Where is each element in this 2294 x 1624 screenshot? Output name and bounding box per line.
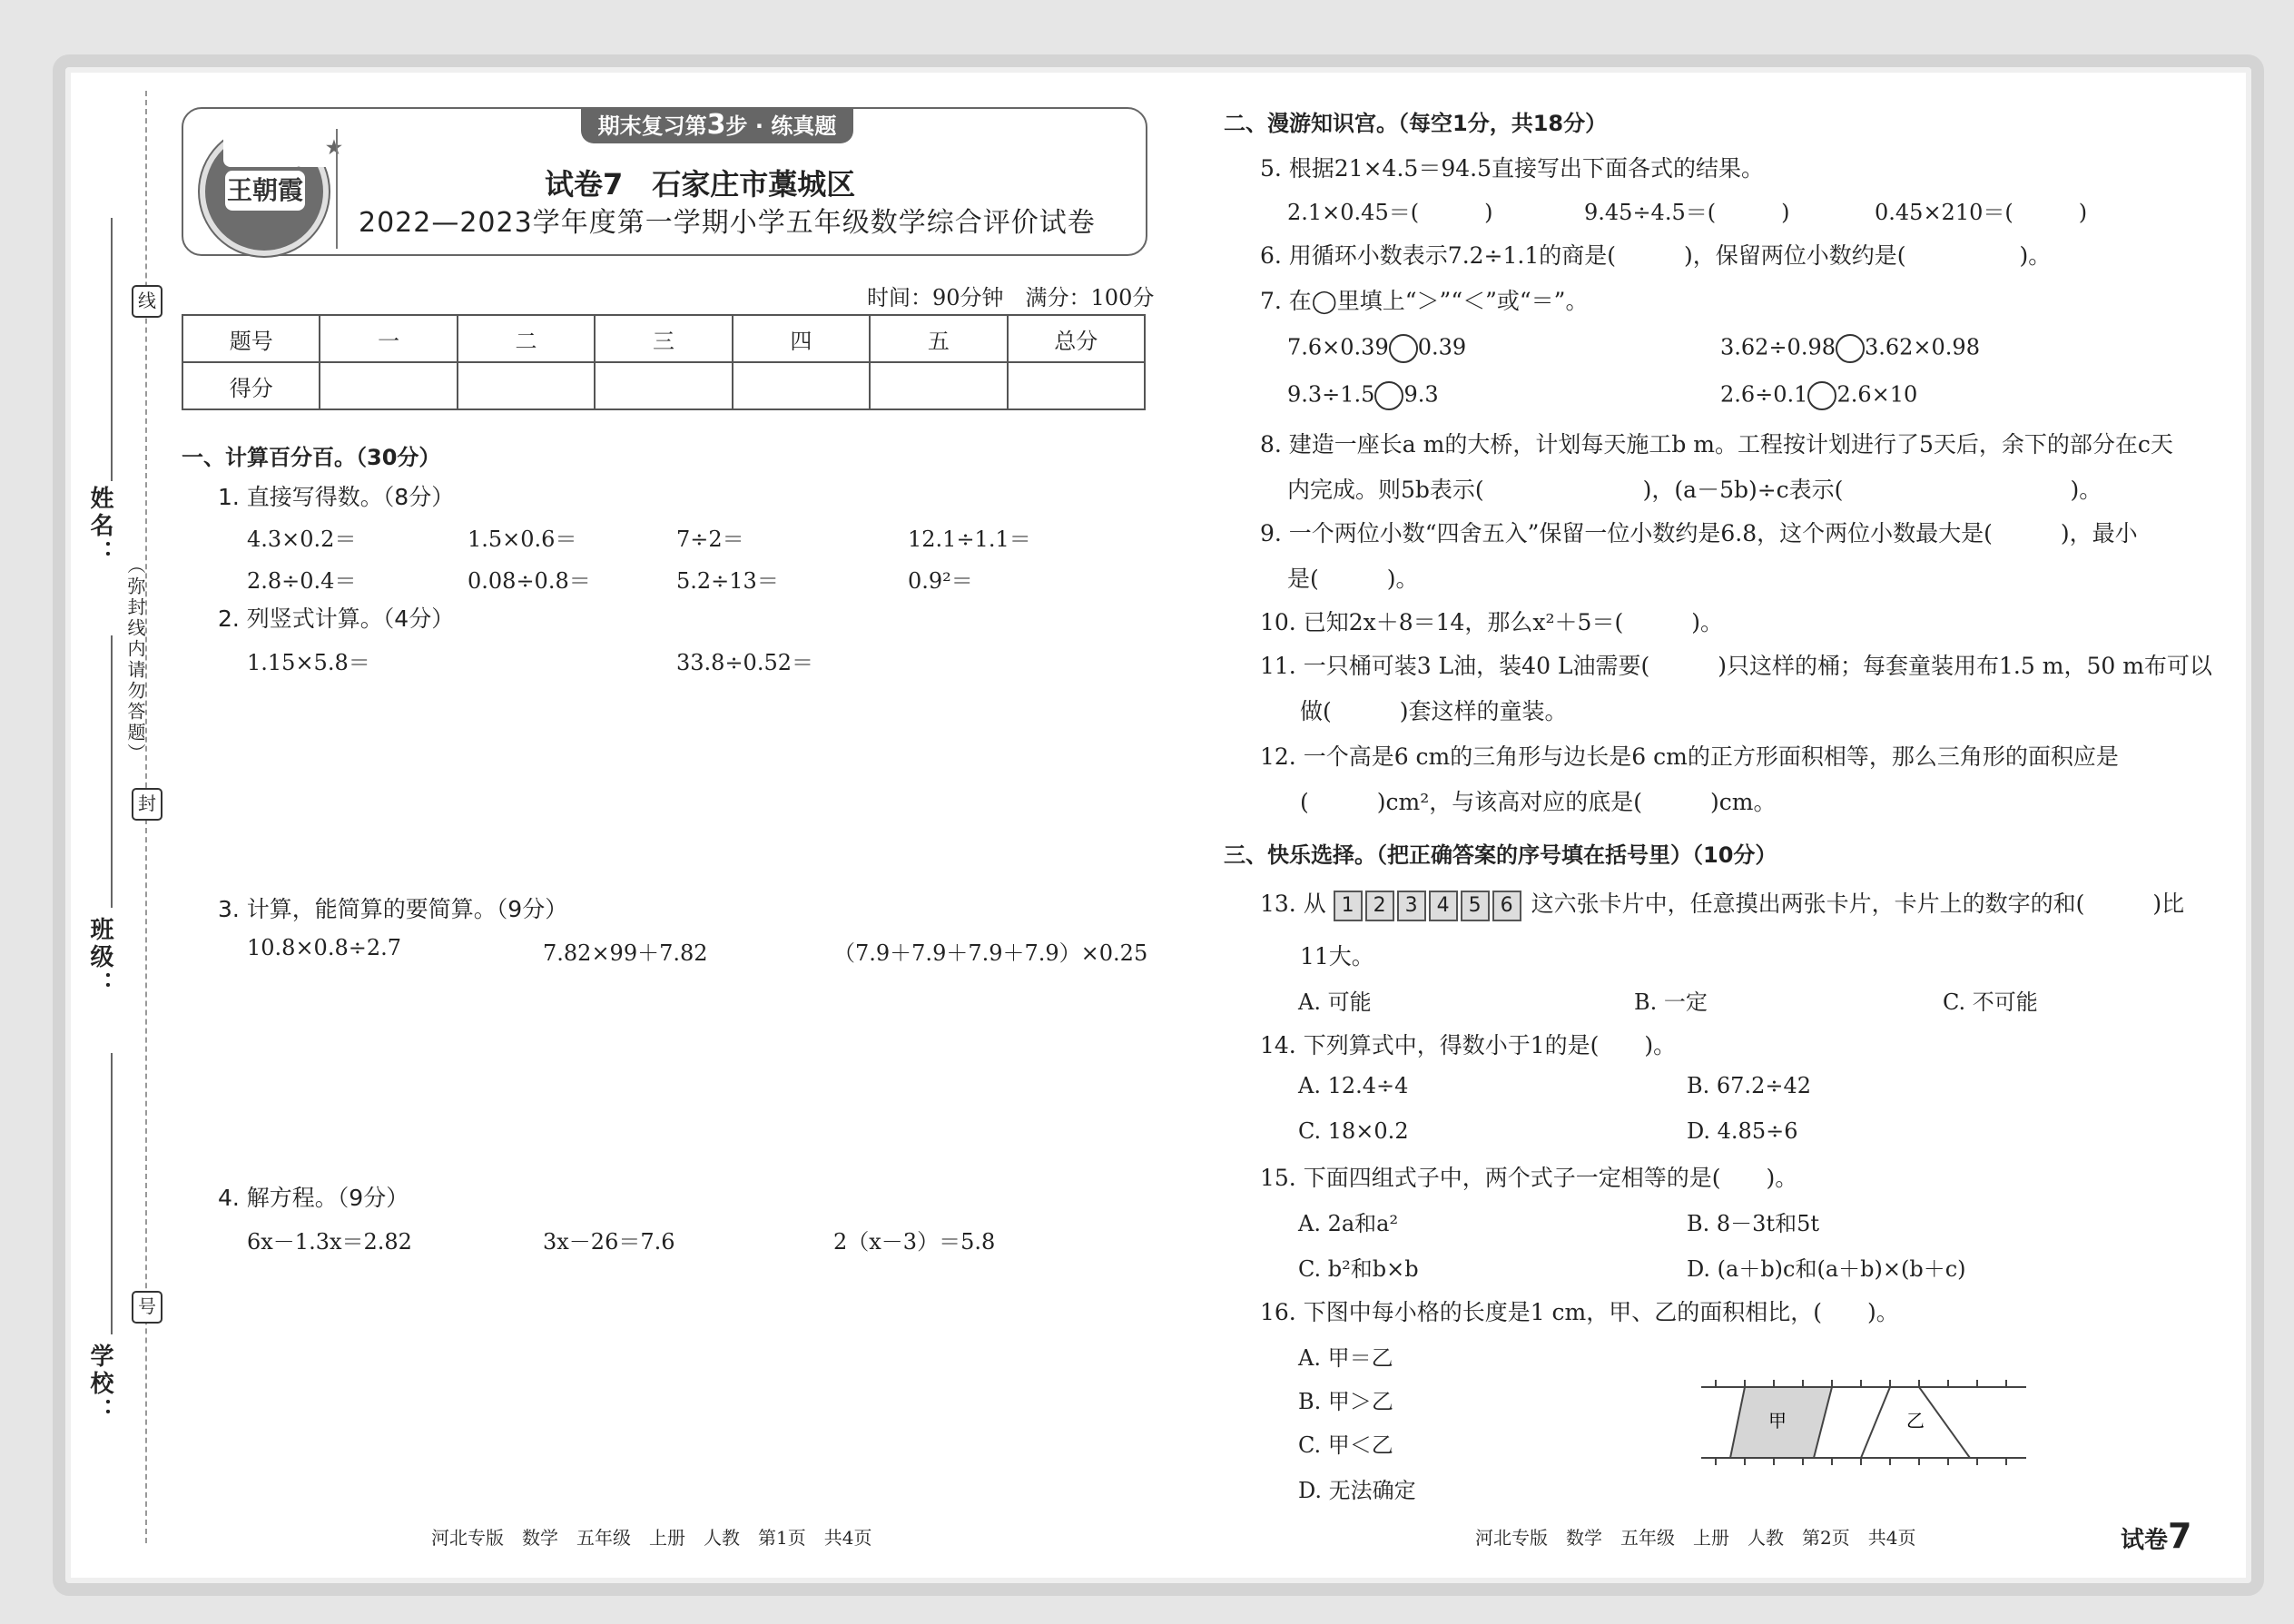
q7-compare-2: 3.62÷0.98 3.62×0.98 [1720, 334, 1980, 363]
number-card: 1 [1334, 891, 1363, 921]
header-divider [336, 129, 338, 249]
time-score-info: 时间：90分钟 满分：100分 [867, 285, 1155, 310]
q15-option[interactable]: A. 2a和a² [1298, 1211, 1399, 1236]
question-10: 10. 已知2x＋8＝14，那么x²＋5＝( )。 [1260, 609, 1723, 635]
compare-circle[interactable] [1389, 334, 1418, 363]
q7-compare-4: 2.6÷0.1 2.6×10 [1720, 381, 1917, 410]
q1-item: 0.08÷0.8＝ [468, 568, 591, 594]
question-7: 7. 在◯里填上“＞”“＜”或“＝”。 [1260, 288, 1589, 314]
q14-option[interactable]: D. 4.85÷6 [1687, 1118, 1798, 1144]
question-6: 6. 用循环小数表示7.2÷1.1的商是( )，保留两位小数约是( )。 [1260, 242, 2052, 269]
q4-item: 3x－26＝7.6 [543, 1229, 675, 1255]
q15-option[interactable]: D. (a＋b)c和(a＋b)×(b＋c) [1687, 1256, 1966, 1282]
question-9-line1: 9. 一个两位小数“四舍五入”保留一位小数约是6.8，这个两位小数最大是( )，最小 [1260, 520, 2138, 546]
q7-compare-3: 9.3÷1.5 9.3 [1287, 381, 1439, 410]
compare-circle[interactable] [1374, 381, 1403, 410]
score-input-cell[interactable] [870, 362, 1007, 409]
number-card: 2 [1365, 891, 1394, 921]
score-table-header-row [182, 315, 1145, 362]
score-cell-header: 一 [320, 315, 457, 362]
score-cell-header: 四 [733, 315, 870, 362]
q4-item: 6x－1.3x＝2.82 [247, 1229, 412, 1255]
score-input-cell[interactable] [458, 362, 595, 409]
seal-hao: 号 [132, 1291, 162, 1324]
q1-item: 4.3×0.2＝ [247, 527, 357, 552]
question-12-line2: ( )cm²，与该高对应的底是( )cm。 [1300, 789, 1777, 815]
page-frame [53, 54, 2264, 1596]
question-12-line1: 12. 一个高是6 cm的三角形与边长是6 cm的正方形面积相等，那么三角形的面积应是 [1260, 743, 2119, 770]
class-label: 班级： [86, 917, 113, 999]
score-input-cell[interactable] [320, 362, 457, 409]
q14-option[interactable]: B. 67.2÷42 [1687, 1073, 1811, 1098]
q16-option[interactable]: C. 甲＜乙 [1298, 1432, 1393, 1458]
q13-option[interactable]: A. 可能 [1298, 989, 1372, 1015]
seal-xian: 线 [132, 285, 162, 318]
area-comparison-figure [1698, 1373, 2033, 1469]
q3-item: （7.9＋7.9＋7.9＋7.9）×0.25 [833, 940, 1148, 966]
q13-option[interactable]: C. 不可能 [1943, 989, 2038, 1015]
name-label: 姓名： [86, 486, 113, 567]
question-8-line1: 8. 建造一座长a m的大桥，计划每天施工b m。工程按计划进行了5天后，余下的部分在c天 [1260, 431, 2173, 458]
section-3-heading: 三、快乐选择。（把正确答案的序号填在括号里）（10分） [1224, 842, 1777, 868]
number-card: 5 [1461, 891, 1490, 921]
left-page-footer: 河北专版 数学 五年级 上册 人教 第1页 共4页 [431, 1527, 872, 1549]
question-15: 15. 下面四组式子中，两个式子一定相等的是( )。 [1260, 1165, 1798, 1191]
right-page-footer: 河北专版 数学 五年级 上册 人教 第2页 共4页 [1475, 1527, 1916, 1549]
question-14: 14. 下列算式中，得数小于1的是( )。 [1260, 1032, 1677, 1058]
q5-item: 0.45×210＝( ) [1875, 200, 2088, 225]
question-9-line2: 是( )。 [1287, 566, 1419, 592]
q13-option[interactable]: B. 一定 [1634, 989, 1708, 1015]
question-2: 2. 列竖式计算。（4分） [218, 605, 455, 632]
question-11-line1: 11. 一只桶可装3 L油，装40 L油需要( )只这样的桶；每套童装用布1.5 m，50 m布可以 [1260, 653, 2212, 679]
score-cell-header: 三 [595, 315, 732, 362]
logo-text: 王朝霞 [225, 171, 305, 211]
score-cell-header: 题号 [182, 315, 320, 362]
q1-item: 2.8÷0.4＝ [247, 568, 357, 594]
q5-item: 2.1×0.45＝( ) [1287, 200, 1493, 225]
q1-item: 0.9²＝ [908, 568, 973, 594]
q16-option[interactable]: A. 甲＝乙 [1298, 1345, 1393, 1371]
q3-item: 7.82×99＋7.82 [543, 940, 708, 966]
binding-note: （弥封线内请勿答题） [124, 556, 146, 764]
paper-subtitle: 2022—2023学年度第一学期小学五年级数学综合评价试卷 [359, 207, 1096, 239]
review-tag: 期末复习第3步 · 练真题 [581, 107, 853, 143]
question-1: 1. 直接写得数。（8分） [218, 484, 455, 510]
q14-option[interactable]: C. 18×0.2 [1298, 1118, 1409, 1144]
school-line[interactable] [111, 1053, 113, 1334]
score-row-label: 得分 [182, 362, 320, 409]
score-input-cell[interactable] [733, 362, 870, 409]
shape-yi-label: 乙 [1906, 1410, 1925, 1432]
score-input-cell[interactable] [1008, 362, 1145, 409]
q1-item: 12.1÷1.1＝ [908, 527, 1031, 552]
section-2-heading: 二、漫游知识宫。（每空1分，共18分） [1224, 111, 1608, 136]
school-label: 学校： [86, 1343, 113, 1425]
number-card: 4 [1429, 891, 1458, 921]
q16-option[interactable]: D. 无法确定 [1298, 1478, 1416, 1503]
q5-item: 9.45÷4.5＝( ) [1584, 200, 1790, 225]
q3-item: 10.8×0.8÷2.7 [247, 935, 401, 960]
shape-jia-label: 甲 [1768, 1410, 1787, 1432]
q7-compare-1: 7.6×0.39 0.39 [1287, 334, 1466, 363]
question-11-line2: 做( )套这样的童装。 [1300, 698, 1568, 724]
q4-item: 2（x－3）＝5.8 [833, 1229, 996, 1255]
seal-feng: 封 [132, 788, 162, 821]
question-13-line2: 11大。 [1300, 943, 1374, 969]
compare-circle[interactable] [1807, 381, 1836, 410]
brand-logo: ★ 王朝霞 [200, 127, 329, 256]
class-line[interactable] [111, 635, 113, 908]
compare-circle[interactable] [1836, 334, 1865, 363]
q15-option[interactable]: B. 8－3t和5t [1687, 1211, 1819, 1236]
number-card: 6 [1492, 891, 1521, 921]
number-card: 3 [1397, 891, 1426, 921]
q15-option[interactable]: C. b²和b×b [1298, 1256, 1419, 1282]
question-16: 16. 下图中每小格的长度是1 cm，甲、乙的面积相比，( )。 [1260, 1299, 1899, 1325]
q16-option[interactable]: B. 甲＞乙 [1298, 1389, 1393, 1414]
question-3: 3. 计算，能简算的要简算。（9分） [218, 896, 568, 922]
section-1-heading: 一、计算百分百。（30分） [182, 445, 441, 470]
score-table-score-row [182, 362, 1145, 409]
q1-item: 5.2÷13＝ [676, 568, 779, 594]
score-cell-header: 总分 [1008, 315, 1145, 362]
paper-number-badge: 试卷7 [2121, 1516, 2192, 1556]
score-cell-header: 五 [870, 315, 1007, 362]
question-13: 13. 从 1 2 3 4 5 6 这六张卡片中，任意摸出两张卡片，卡片上的数字的和( )比 [1260, 886, 2184, 921]
score-input-cell[interactable] [595, 362, 732, 409]
q1-item: 7÷2＝ [676, 527, 744, 552]
paper-title: 试卷7 石家庄市藁城区 [545, 167, 856, 202]
question-8-line2: 内完成。则5b表示( )，(a－5b)÷c表示( )。 [1287, 477, 2102, 503]
question-4: 4. 解方程。（9分） [218, 1185, 409, 1211]
score-cell-header: 二 [458, 315, 595, 362]
score-table [182, 314, 1146, 410]
q2-item: 33.8÷0.52＝ [676, 650, 813, 675]
question-5: 5. 根据21×4.5＝94.5直接写出下面各式的结果。 [1260, 155, 1764, 182]
q1-item: 1.5×0.6＝ [468, 527, 577, 552]
name-line[interactable] [111, 218, 113, 481]
q14-option[interactable]: A. 12.4÷4 [1298, 1073, 1409, 1098]
q2-item: 1.15×5.8＝ [247, 650, 370, 675]
